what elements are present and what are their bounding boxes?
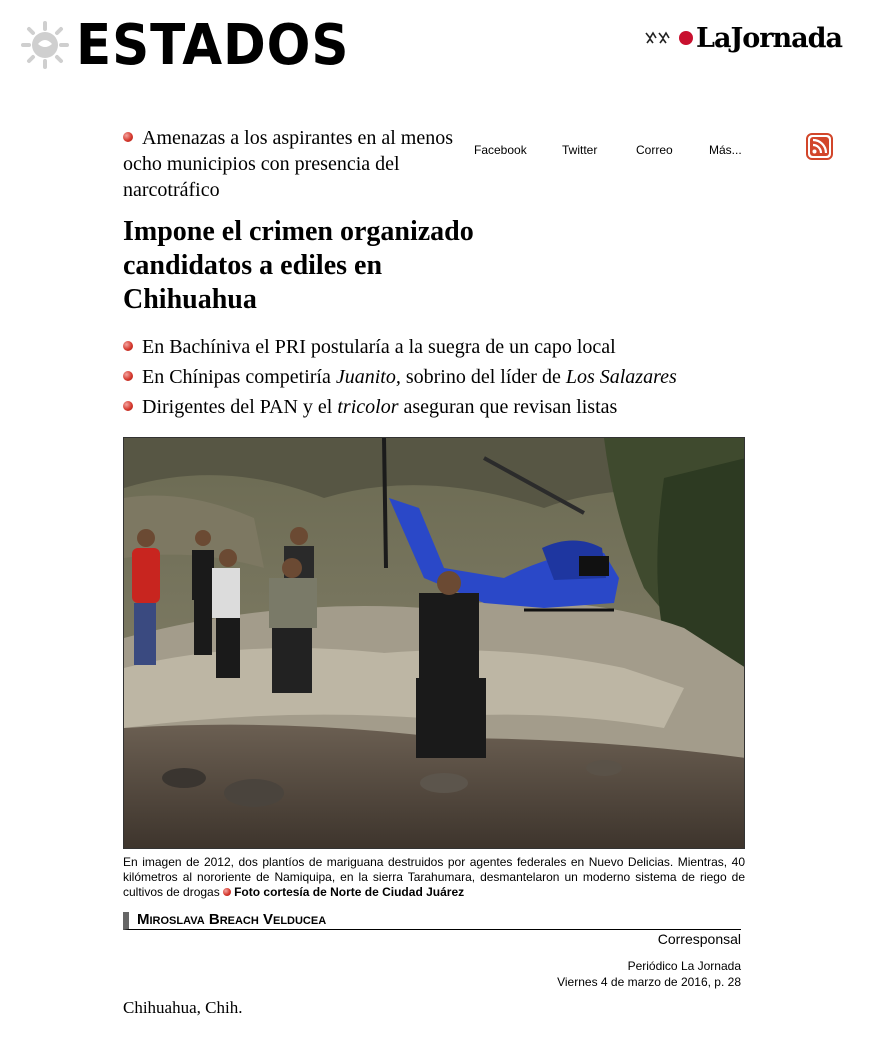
bullet-icon <box>123 401 133 411</box>
author-role: Corresponsal <box>657 931 741 947</box>
source-publication: Periódico La Jornada <box>627 959 741 973</box>
share-correo-link[interactable]: Correo <box>636 143 673 157</box>
subhead-text: Dirigentes del PAN y el <box>142 396 338 418</box>
subhead-text: tricolor <box>337 396 399 418</box>
subhead-text: Los Salazares <box>565 366 677 388</box>
bullet-icon <box>123 341 133 351</box>
bullet-icon <box>123 371 133 381</box>
rss-icon[interactable] <box>806 133 833 160</box>
brand-logo[interactable] <box>643 22 842 54</box>
dateline: Chihuahua, Chih. <box>123 998 243 1017</box>
share-facebook-link[interactable]: Facebook <box>474 143 527 157</box>
share-more-link[interactable]: Más... <box>709 143 742 157</box>
kicker-text: Amenazas a los aspirantes en al menos ocho municipios con presencia del narcotráfico <box>123 127 454 201</box>
subhead-text: En Chínipas competiría <box>142 366 336 388</box>
subhead-item <box>123 362 677 392</box>
bullet-icon <box>223 888 231 896</box>
sun-emblem-icon <box>20 20 70 70</box>
section-title: ESTADOS <box>76 13 350 78</box>
share-twitter-link[interactable]: Twitter <box>562 143 598 157</box>
subhead-text: aseguran que revisan listas <box>398 396 618 418</box>
subhead-text: En Bachíniva el PRI postularía a la suegra de un capo local <box>142 336 616 358</box>
brand-name: LaJornada <box>696 22 842 54</box>
photo-illustration <box>124 438 745 849</box>
photo-caption <box>123 855 745 900</box>
source-info <box>557 958 741 990</box>
subhead-item <box>123 332 677 362</box>
caption-text: En imagen de 2012, dos plantíos de mariguana destruidos por agentes federales en Nuevo Delicias. Mientras, 40 kilómetros al nororiente de Namiquipa, en la sierra Tarahumara, desmantelaron un moderno sistema de riego de cultivos de drogas <box>123 855 745 899</box>
photo-credit: Foto cortesía de Norte de Ciudad Juárez <box>234 885 465 899</box>
subhead-item <box>123 392 677 422</box>
article-kicker <box>123 125 463 203</box>
bullet-icon <box>123 132 133 142</box>
brand-dot <box>679 31 693 45</box>
subhead-text: sobrino del líder de <box>400 366 566 388</box>
subheads <box>123 332 677 422</box>
section-logo <box>20 14 380 78</box>
headline: Impone el crimen organizado candidatos a ediles en Chihuahua <box>123 216 474 315</box>
source-date: Viernes 4 de marzo de 2016, p. 28 <box>557 975 741 989</box>
article-photo <box>123 437 745 849</box>
author-byline: Miroslava Breach Velducea <box>123 912 741 930</box>
subhead-text: Juanito, <box>335 366 401 388</box>
birds-emblem-icon <box>643 27 673 49</box>
